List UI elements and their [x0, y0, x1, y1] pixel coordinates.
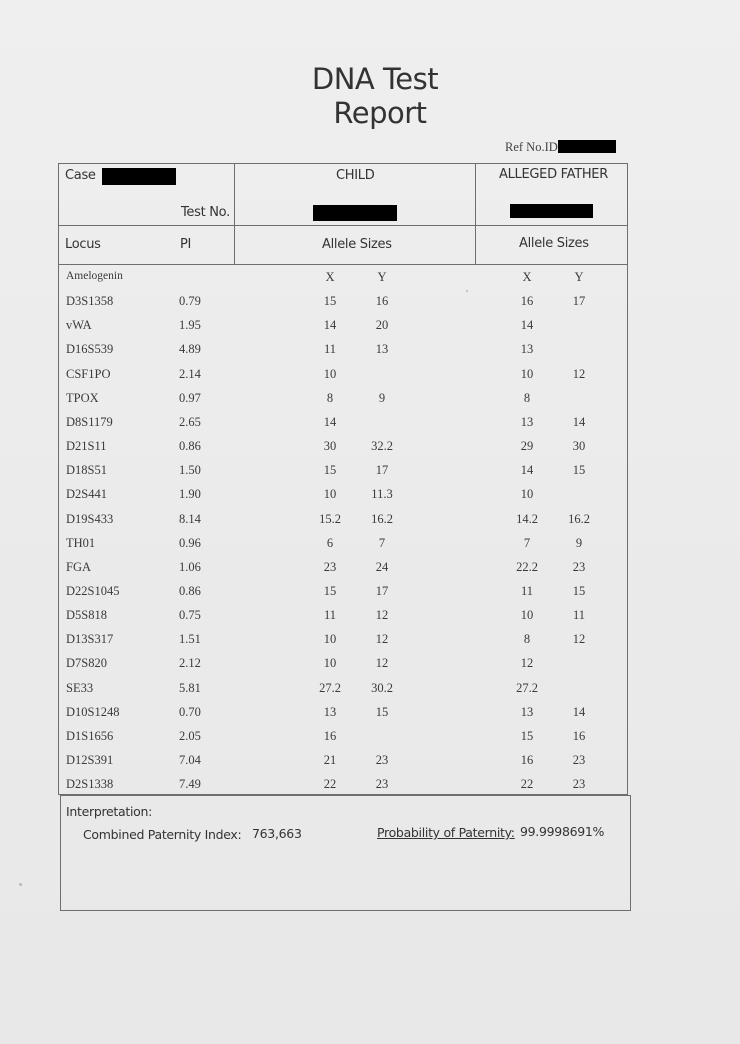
locus-name: SE33 — [66, 680, 94, 695]
locus-name: D19S433 — [66, 511, 114, 526]
pi-value: 1.90 — [179, 487, 201, 502]
father-allele-2: 15 — [572, 583, 586, 598]
locus-name: D13S317 — [66, 632, 114, 647]
father-allele-1: 29 — [520, 439, 534, 454]
interpretation-label: Interpretation: — [66, 804, 153, 819]
father-allele-1: 13 — [520, 342, 534, 357]
child-allele-2: 11.3 — [371, 487, 393, 502]
pi-value: 0.75 — [179, 608, 201, 623]
child-allele-2: 15 — [375, 704, 389, 719]
child-allele-2: 12 — [375, 608, 389, 623]
locus-name: D8S1179 — [66, 414, 113, 429]
locus-name: CSF1PO — [66, 366, 111, 381]
child-allele-1: 21 — [323, 753, 337, 767]
case-redaction — [102, 168, 176, 185]
pi-value: 8.14 — [179, 511, 201, 526]
pi-value: 0.96 — [179, 535, 201, 550]
child-allele-1: 11 — [323, 608, 337, 623]
child-allele-sizes-header: Allele Sizes — [322, 237, 392, 252]
pi-value: 2.14 — [179, 366, 201, 381]
child-allele-1: 8 — [326, 390, 334, 405]
father-allele-1: 14 — [520, 318, 534, 333]
father-allele-2: 14 — [572, 414, 586, 429]
father-allele-1: 16 — [520, 294, 534, 309]
child-allele-1: 15 — [323, 583, 337, 598]
child-allele-2: 32.2 — [371, 439, 393, 454]
pi-value: 0.70 — [179, 704, 201, 719]
pi-value: 0.97 — [179, 390, 201, 405]
ref-label: Ref No.ID — [505, 140, 558, 154]
cpi-value: 763,663 — [252, 826, 302, 841]
locus-name: D16S539 — [66, 342, 114, 357]
header-divider — [58, 225, 628, 226]
father-allele-2: 16.2 — [568, 511, 590, 526]
locus-name: D21S11 — [66, 439, 107, 454]
child-allele-2: 23 — [375, 753, 389, 767]
pi-value: 1.50 — [179, 463, 201, 478]
father-column-header: ALLEGED FATHER — [499, 167, 608, 182]
father-allele-2: 30 — [572, 439, 586, 454]
father-allele-sizes-header: Allele Sizes — [519, 236, 589, 251]
father-allele-2: 15 — [572, 463, 586, 478]
father-allele-1: 7 — [523, 535, 531, 550]
locus-name: D2S441 — [66, 487, 107, 502]
child-allele-1: 16 — [323, 728, 337, 743]
father-allele-1: 10 — [520, 366, 534, 381]
locus-column-header: Locus — [65, 237, 101, 252]
locus-name: Amelogenin — [66, 270, 123, 282]
child-allele-2: 23 — [375, 777, 389, 792]
child-allele-2: 12 — [375, 656, 389, 671]
case-label: Case — [65, 168, 96, 183]
pi-value: 7.49 — [179, 777, 201, 792]
father-allele-2: 9 — [575, 535, 583, 550]
child-allele-1: 10 — [323, 632, 337, 647]
child-allele-2: 20 — [375, 318, 389, 333]
father-allele-2: 11 — [572, 608, 586, 623]
locus-name: TH01 — [66, 535, 96, 550]
locus-name: D5S818 — [66, 608, 107, 623]
child-allele-1: 11 — [323, 342, 337, 357]
father-allele-1: 8 — [523, 390, 531, 405]
father-allele-1: 10 — [520, 487, 534, 502]
father-allele-1: 11 — [520, 583, 534, 598]
father-allele-1: 13 — [520, 704, 534, 719]
child-allele-1: 10 — [323, 487, 337, 502]
locus-name: D3S1358 — [66, 294, 114, 309]
ref-redaction — [558, 140, 616, 153]
father-allele-1: 22 — [520, 777, 534, 792]
test-no-label: Test No. — [181, 205, 230, 220]
father-allele-1: 13 — [520, 414, 534, 429]
father-allele-1: 27.2 — [516, 680, 538, 695]
body-divider — [58, 264, 628, 265]
pi-value: 5.81 — [179, 680, 201, 695]
pi-value: 1.06 — [179, 559, 201, 574]
father-allele-2: 23 — [572, 559, 586, 574]
paper-speck — [19, 883, 22, 886]
child-allele-2: 12 — [375, 632, 389, 647]
child-allele-2: 17 — [375, 463, 389, 478]
pi-value: 4.89 — [179, 342, 201, 357]
locus-name: FGA — [66, 559, 92, 574]
pi-value: 2.05 — [179, 728, 201, 743]
father-allele-2: 16 — [572, 728, 586, 743]
locus-name: D12S391 — [66, 753, 114, 767]
father-allele-1: 15 — [520, 728, 534, 743]
locus-name: D18S51 — [66, 463, 107, 478]
title-line-2: Report — [333, 96, 427, 130]
child-allele-2: 17 — [375, 583, 389, 598]
child-allele-1: 27.2 — [319, 680, 341, 695]
reference-number — [505, 140, 616, 155]
child-allele-2: 24 — [375, 559, 389, 574]
father-allele-1: 10 — [520, 608, 534, 623]
father-allele-1: 12 — [520, 656, 534, 671]
pi-value: 2.65 — [179, 414, 201, 429]
child-allele-2: 7 — [378, 535, 386, 550]
child-allele-2: 9 — [378, 390, 386, 405]
child-allele-1: 10 — [323, 366, 337, 381]
father-allele-1: 14.2 — [516, 511, 538, 526]
title-line-1: DNA Test — [311, 62, 439, 96]
pi-value: 1.51 — [179, 632, 201, 647]
cpi-label: Combined Paternity Index: — [83, 827, 242, 842]
father-allele-1: 16 — [520, 753, 534, 767]
child-allele-2: 30.2 — [371, 680, 393, 695]
child-column-header: CHILD — [336, 168, 375, 183]
child-allele-1: 22 — [323, 777, 337, 792]
child-allele-1: 23 — [323, 559, 337, 574]
child-test-no-redaction — [313, 205, 397, 221]
locus-name: D2S1338 — [66, 777, 114, 792]
pi-column-header: PI — [180, 237, 192, 252]
report-title — [300, 62, 460, 130]
pi-value: 7.04 — [179, 753, 201, 767]
locus-name: D22S1045 — [66, 583, 120, 598]
probability-label: Probability of Paternity: — [377, 825, 515, 840]
child-allele-2: 16.2 — [371, 511, 393, 526]
child-allele-2: Y — [377, 270, 387, 284]
child-allele-1: 10 — [323, 656, 337, 671]
pi-value: 2.12 — [179, 656, 201, 671]
father-allele-1: 22.2 — [516, 559, 538, 574]
locus-name: D10S1248 — [66, 704, 120, 719]
pi-value: 1.95 — [179, 318, 201, 333]
pi-value: 0.86 — [179, 439, 201, 454]
father-allele-1: 8 — [523, 632, 531, 647]
child-allele-1: X — [325, 270, 335, 284]
results-table — [58, 163, 628, 795]
father-allele-2: 23 — [572, 777, 586, 792]
father-allele-2: Y — [574, 270, 584, 284]
child-allele-1: 15.2 — [319, 511, 341, 526]
child-allele-1: 6 — [326, 535, 334, 550]
father-allele-2: 17 — [572, 294, 586, 309]
father-allele-1: X — [522, 270, 532, 284]
pi-value: 0.79 — [179, 294, 201, 309]
child-allele-2: 13 — [375, 342, 389, 357]
paper-speck — [466, 290, 468, 292]
probability-value: 99.9998691% — [520, 824, 605, 839]
child-allele-1: 30 — [323, 439, 337, 454]
locus-name: TPOX — [66, 390, 99, 405]
father-allele-2: 12 — [572, 366, 586, 381]
child-allele-1: 14 — [323, 318, 337, 333]
child-allele-1: 13 — [323, 704, 337, 719]
child-allele-1: 15 — [323, 294, 337, 309]
father-allele-1: 14 — [520, 463, 534, 478]
child-allele-2: 16 — [375, 294, 389, 309]
locus-name: D7S820 — [66, 656, 107, 671]
father-allele-2: 12 — [572, 632, 586, 647]
child-allele-1: 14 — [323, 414, 337, 429]
father-allele-2: 23 — [572, 753, 586, 767]
column-divider-2 — [475, 163, 476, 265]
locus-name: vWA — [66, 318, 92, 333]
pi-value: 0.86 — [179, 583, 201, 598]
column-divider-1 — [234, 163, 235, 265]
locus-name: D1S1656 — [66, 728, 114, 743]
father-test-no-redaction — [510, 204, 593, 218]
father-allele-2: 14 — [572, 704, 586, 719]
child-allele-1: 15 — [323, 463, 337, 478]
